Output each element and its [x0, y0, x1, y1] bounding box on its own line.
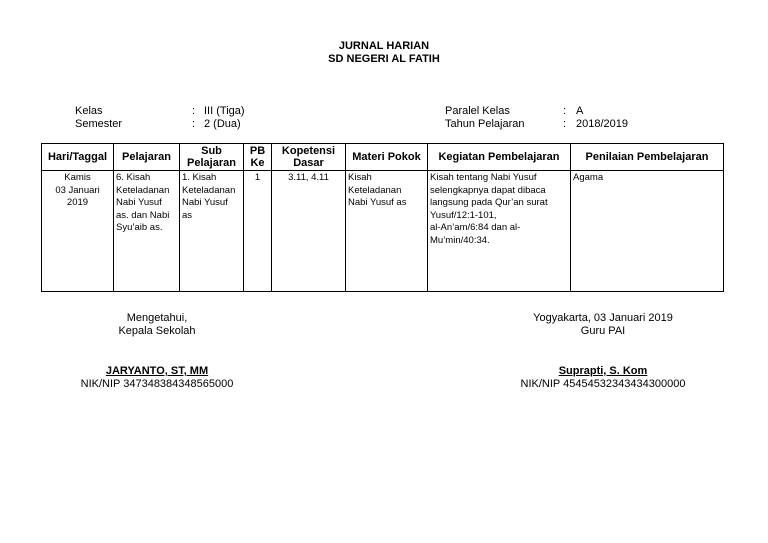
kelas-value: III (Tiga) — [204, 105, 245, 117]
header-sub-line2: Pelajaran — [187, 157, 236, 169]
cell-line: Keteladanan — [182, 184, 236, 196]
sig-left-nip: NIK/NIP 347348384348565000 — [80, 378, 234, 390]
signature-left — [57, 312, 257, 391]
cell-materi-pokok — [346, 171, 428, 292]
cell-line: 1. Kisah — [182, 172, 217, 183]
cell-hari — [42, 171, 114, 292]
header-hari: Hari/Taggal — [42, 144, 114, 171]
sig-left-name: JARYANTO, ST, MM — [105, 365, 209, 377]
paralel-colon: : — [563, 105, 567, 117]
tahun-value: 2018/2019 — [576, 118, 628, 130]
cell-sub-pelajaran — [180, 171, 244, 292]
header-materi-pokok: Materi Pokok — [346, 144, 428, 171]
table-header-row — [42, 144, 724, 171]
cell-pelajaran — [114, 171, 180, 292]
kelas-colon: : — [192, 105, 196, 117]
paralel-value: A — [576, 105, 584, 117]
cell-line: langsung pada Qur’an surat — [430, 197, 548, 208]
cell-line: Mu’min/40:34. — [430, 234, 490, 246]
header-pb-line2: Ke — [250, 157, 265, 169]
cell-line: Nabi Yusuf — [116, 197, 162, 208]
document-title: JURNAL HARIAN — [338, 40, 430, 52]
header-kegiatan: Kegiatan Pembelajaran — [428, 144, 571, 171]
sig-right-nip: NIK/NIP 45454532343434300000 — [520, 378, 686, 390]
header-penilaian: Penilaian Pembelajaran — [571, 144, 724, 171]
cell-line: 6. Kisah — [116, 172, 151, 183]
header-kompetensi-dasar — [272, 144, 346, 171]
tahun-colon: : — [563, 118, 567, 130]
semester-value: 2 (Dua) — [204, 118, 241, 130]
cell-line: Kisah tentang Nabi Yusuf — [430, 172, 537, 183]
cell-line: selengkapnya dapat dibaca — [430, 184, 546, 196]
kelas-label: Kelas — [75, 105, 103, 117]
school-name: SD NEGERI AL FATIH — [328, 53, 440, 65]
cell-line: Nabi Yusuf as — [348, 197, 407, 208]
cell-line: al-An’am/6:84 dan al- — [430, 222, 521, 233]
cell-line: as — [182, 209, 193, 221]
header-pb-ke — [244, 144, 272, 171]
header-kd-line2: Dasar — [293, 157, 324, 169]
header-pb-line1: PB — [249, 145, 266, 157]
sig-right-line2: Guru PAI — [580, 325, 626, 337]
cell-line: as. dan Nabi — [116, 209, 170, 221]
sig-right-name: Suprapti, S. Kom — [558, 365, 648, 377]
paralel-label: Paralel Kelas — [445, 105, 510, 117]
cell-line: 03 Januari — [55, 184, 100, 196]
signature-right — [493, 312, 713, 391]
cell-line: Keteladanan — [116, 184, 170, 196]
cell-penilaian: Agama — [571, 171, 724, 292]
cell-line: Kisah — [348, 172, 372, 183]
table-row — [42, 171, 724, 292]
cell-kegiatan — [428, 171, 571, 292]
header-kd-line1: Kopetensi — [281, 145, 336, 157]
sig-left-line2: Kepala Sekolah — [118, 325, 196, 337]
cell-line: Keteladanan — [348, 184, 402, 196]
cell-line: Yusuf/12:1-101, — [430, 209, 497, 221]
semester-colon: : — [192, 118, 196, 130]
sig-left-line1: Mengetahui, — [126, 312, 188, 324]
cell-line: Kamis — [64, 172, 91, 183]
header-sub-line1: Sub — [201, 145, 222, 157]
cell-line: Nabi Yusuf — [182, 197, 228, 208]
cell-line: 2019 — [66, 197, 89, 208]
header-pelajaran: Pelajaran — [114, 144, 180, 171]
cell-pb-ke: 1 — [244, 171, 272, 292]
journal-table — [41, 143, 724, 292]
semester-label: Semester — [75, 118, 123, 130]
header-sub-pelajaran — [180, 144, 244, 171]
tahun-label: Tahun Pelajaran — [445, 118, 525, 130]
cell-kompetensi-dasar: 3.11, 4.11 — [272, 171, 346, 292]
sig-right-line1: Yogyakarta, 03 Januari 2019 — [533, 312, 673, 324]
cell-line: Syu’aib as. — [116, 222, 163, 233]
